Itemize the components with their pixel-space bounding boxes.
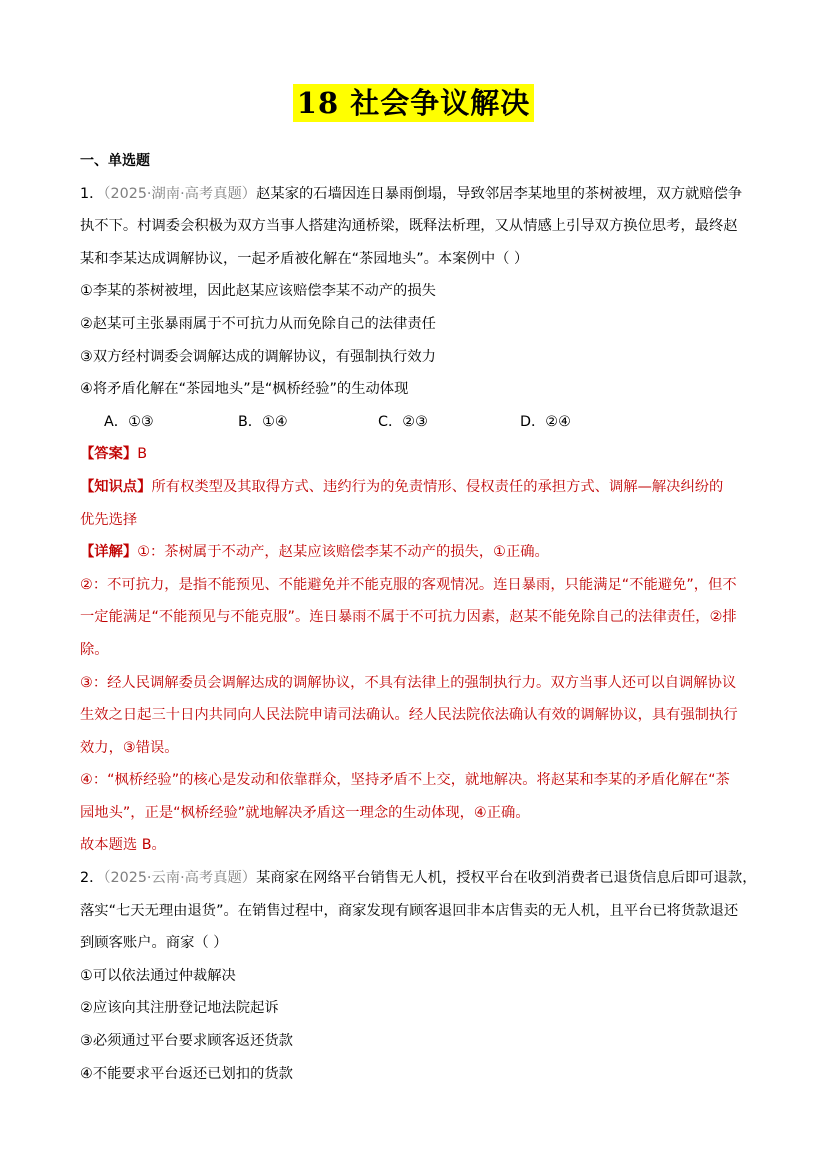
- q1-conclusion: 故本题选 B。: [80, 837, 166, 854]
- q1-detail-p1: [80, 536, 760, 569]
- q2-item-3: ③必须通过平台要求顾客返还货款: [80, 1033, 293, 1050]
- q1-item-3: ③双方经村调委会调解达成的调解协议，有强制执行效力: [80, 348, 436, 365]
- q2-item-2: ②应该向其注册登记地法院起诉: [80, 1000, 279, 1017]
- detail-label: 【详解】: [80, 544, 138, 561]
- knowledge-label: 【知识点】: [80, 478, 152, 495]
- q1-knowledge: [80, 471, 760, 504]
- q1-option-d: D．②④: [520, 413, 571, 430]
- q2-source: （2025·云南·高考真题）: [103, 870, 257, 887]
- answer-value: B: [137, 446, 147, 463]
- q1-stem-line2: 执不下。村调委会积极为双方当事人搭建沟通桥梁，既释法析理，又从情感上引导双方换位思考，最终赵: [80, 218, 738, 235]
- q2-stem-line1: 某商家在网络平台销售无人机，授权平台在收到消费者已退货信息后即可退款，: [256, 870, 757, 887]
- q1-detail-p2-line3: 除。: [80, 641, 109, 658]
- document-body: [80, 145, 760, 1090]
- q1-item-1: ①李某的茶树被埋，因此赵某应该赔偿李某不动产的损失: [80, 283, 436, 300]
- detail-p1-text: ①：茶树属于不动产，赵某应该赔偿李某不动产的损失，①正确。: [137, 544, 549, 561]
- q2-item-1: ①可以依法通过仲裁解决: [80, 967, 236, 984]
- q1-stem-line3: 某和李某达成调解协议，一起矛盾被化解在“茶园地头”。本案例中（ ）: [80, 250, 529, 267]
- q1-detail-p4-line2: 园地头”，正是“枫桥经验”就地解决矛盾这一理念的生动体现，④正确。: [80, 804, 530, 821]
- q1-stem: [80, 178, 760, 211]
- q1-detail-p3-line3: 效力，③错误。: [80, 739, 179, 756]
- q1-option-c: C．②③: [378, 413, 428, 430]
- q2-item-4: ④不能要求平台返还已划扣的货款: [80, 1065, 293, 1082]
- q1-item-2: ②赵某可主张暴雨属于不可抗力从而免除自己的法律责任: [80, 315, 436, 332]
- q1-options: [80, 406, 760, 439]
- q1-option-b: B．①④: [238, 413, 288, 430]
- q1-detail-p3-line1: ③：经人民调解委员会调解达成的调解协议，不具有法律上的强制执行力。双方当事人还可以自调解协议: [80, 674, 737, 691]
- q1-stem-line1: 赵某家的石墙因连日暴雨倒塌，导致邻居李某地里的茶树被埋，双方就赔偿争: [256, 185, 743, 202]
- q2-stem-line3: 到顾客账户。商家（ ）: [80, 935, 228, 952]
- answer-label: 【答案】: [80, 446, 138, 463]
- title-container: [0, 84, 827, 122]
- q1-detail-p2-line2: 一定能满足“不能预见与不能克服”。连日暴雨不属于不可抗力因素，赵某不能免除自己的法律责任，②排: [80, 609, 737, 626]
- q1-source: （2025·湖南·高考真题）: [103, 185, 257, 202]
- q1-item-4: ④将矛盾化解在“茶园地头”是“枫桥经验”的生动体现: [80, 381, 409, 398]
- q2-stem-line2: 落实“七天无理由退货”。在销售过程中，商家发现有顾客退回非本店售卖的无人机，且平台已将货款退还: [80, 902, 739, 919]
- q1-knowledge-line2: 优先选择: [80, 511, 138, 528]
- knowledge-line1: 所有权类型及其取得方式、违约行为的免责情形、侵权责任的承担方式、调解—解决纠纷的: [151, 478, 724, 495]
- q2-number: 2．: [80, 870, 104, 887]
- q1-answer: [80, 438, 760, 471]
- page-title: 18 社会争议解决: [293, 84, 534, 122]
- section-heading: 一、单选题: [80, 153, 150, 169]
- q1-number: 1．: [80, 185, 104, 202]
- q1-detail-p4-line1: ④：“枫桥经验”的核心是发动和依靠群众，坚持矛盾不上交，就地解决。将赵某和李某的矛盾化解在“茶: [80, 772, 730, 789]
- q1-option-a: A．①③: [104, 413, 154, 430]
- q1-detail-p2-line1: ②：不可抗力，是指不能预见、不能避免并不能克服的客观情况。连日暴雨，只能满足“不能避免”，但不: [80, 576, 737, 593]
- q1-detail-p3-line2: 生效之日起三十日内共同向人民法院申请司法确认。经人民法院依法确认有效的调解协议，具有强制执行: [80, 707, 738, 724]
- q2-stem: [80, 862, 760, 895]
